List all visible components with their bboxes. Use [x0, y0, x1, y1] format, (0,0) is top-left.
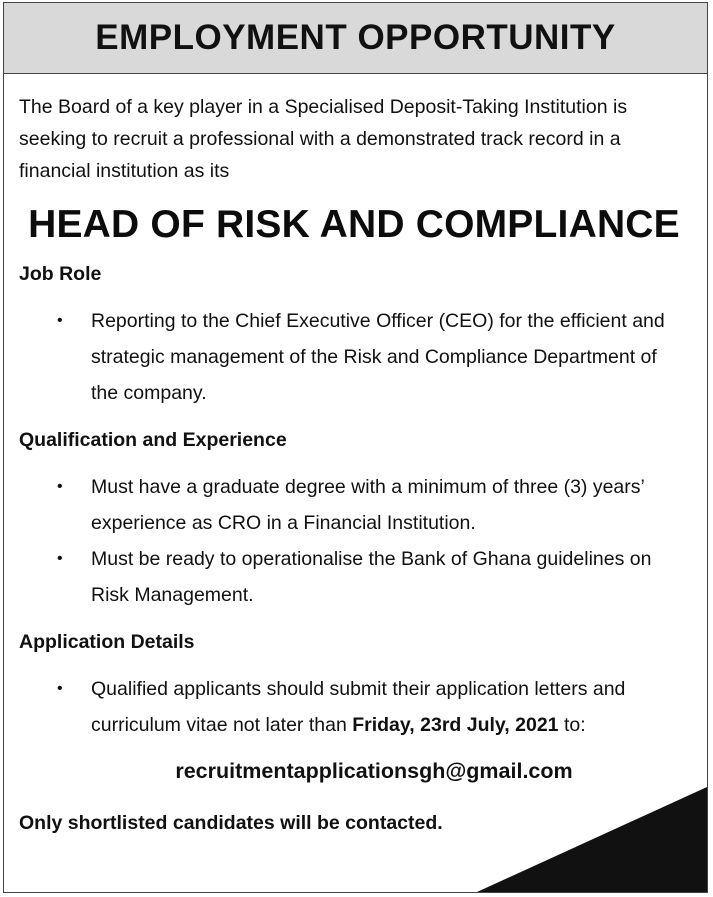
list-item — [19, 303, 689, 411]
advert-content — [19, 91, 689, 835]
qualification-list — [19, 469, 689, 613]
bullet-icon: • — [57, 550, 63, 567]
email-address[interactable]: recruitmentapplicationsgh@gmail.com — [175, 759, 573, 783]
application-list — [19, 671, 689, 743]
application-suffix: to: — [563, 714, 586, 736]
header-banner — [4, 3, 707, 74]
bullet-icon: • — [57, 312, 63, 329]
bullet-text: Reporting to the Chief Executive Officer (CEO) for the efficient and strategic management of the Risk and Compliance Department of the company. — [91, 310, 665, 404]
list-item — [19, 469, 689, 541]
position-title: HEAD OF RISK AND COMPLIANCE — [28, 203, 680, 246]
section-heading-application: Application Details — [19, 631, 195, 653]
intro-paragraph: The Board of a key player in a Specialised Deposit-Taking Institution is seeking to recruit a professional with a demonstrated track record in a financial institution as its — [19, 96, 628, 182]
bullet-icon: • — [57, 680, 63, 697]
header-title: EMPLOYMENT OPPORTUNITY — [95, 18, 616, 57]
section-heading-qualification: Qualification and Experience — [19, 429, 287, 451]
application-text: Qualified applicants should submit their application letters and curriculum vitae not later than — [91, 678, 626, 736]
section-heading-job-role: Job Role — [19, 263, 102, 285]
bullet-text — [91, 671, 689, 743]
job-role-list — [19, 303, 689, 411]
list-item — [19, 671, 689, 743]
deadline-date: Friday, 23rd July, 2021 — [352, 714, 559, 736]
bullet-icon: • — [57, 478, 63, 495]
closing-note: Only shortlisted candidates will be contacted. — [19, 812, 443, 834]
bullet-text: Must be ready to operationalise the Bank of Ghana guidelines on Risk Management. — [91, 548, 652, 606]
bullet-text: Must have a graduate degree with a minimum of three (3) years’ experience as CRO in a Financial Institution. — [91, 476, 645, 534]
corner-decoration — [477, 787, 707, 892]
list-item — [19, 541, 689, 613]
advert-frame — [3, 2, 708, 893]
